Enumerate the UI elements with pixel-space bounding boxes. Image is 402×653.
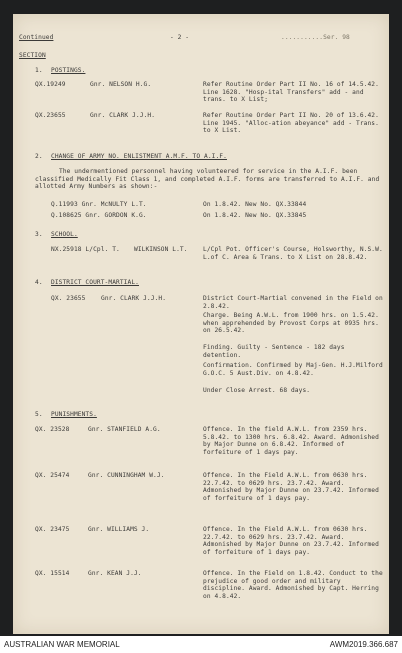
entry-name: Q.108625 Gnr. GORDON K.G. bbox=[51, 212, 147, 219]
section-1-title: POSTINGS. bbox=[51, 67, 86, 74]
section-heading: SECTION bbox=[19, 52, 46, 59]
entry-name: Gnr. CLARK J.J.H. bbox=[101, 295, 167, 302]
entry-name: Gnr. CUNNINGHAM W.J. bbox=[88, 472, 165, 479]
archive-footer bbox=[0, 639, 402, 653]
entry-army-number: QX. 23655 bbox=[51, 295, 86, 302]
section-5-title: PUNISHMENTS. bbox=[51, 411, 97, 418]
continued-label: Continued bbox=[19, 34, 54, 41]
entry-text: Offence. In the Field on 1.8.42. Conduct to the prejudice of good order and military discipline. Award. Admonished by Capt. Herring on 4.8.42. bbox=[203, 570, 383, 600]
entry-name: Gnr. NELSON H.G. bbox=[90, 81, 152, 88]
court-martial-confirmation: Confirmation. Confirmed by Maj-Gen. H.J.Milford G.O.C. 5 Aust.Div. on 4.8.42. bbox=[203, 362, 383, 377]
entry-army-number: QX. 23475 bbox=[35, 526, 70, 533]
section-3-number: 3. bbox=[35, 231, 43, 238]
entry-army-number: QX. 23528 bbox=[35, 426, 70, 433]
entry-text: On 1.8.42. New No. QX.33845 bbox=[203, 212, 307, 219]
court-martial-convened: District Court-Martial convened in the Field on 2.8.42. bbox=[203, 295, 383, 310]
court-martial-finding: Finding. Guilty - Sentence - 182 days detention. bbox=[203, 344, 345, 359]
entry-text: Offence. In the Field A.W.L. from 0630 hrs. 22.7.42. to 0629 hrs. 23.7.42. Award. Admonished by Major Dunne on 23.7.42. Informed of forfeiture of 1 days pay. bbox=[203, 472, 379, 502]
section-5-number: 5. bbox=[35, 411, 43, 418]
entry-name: Gnr. STANFIELD A.G. bbox=[88, 426, 161, 433]
section-4-number: 4. bbox=[35, 279, 43, 286]
section-2-text: The undermentioned personnel having volunteered for service in the A.I.F. been classified Medically Fit Class 1, and completed A.I.F. forms are transferred to A.I.F. and allotted Army Numbers as shown:- bbox=[35, 168, 380, 191]
entry-text: Refer Routine Order Part II No. 16 of 14.5.42. Line 1628. "Hosp-ital Transfers" add - and trans. to X List; bbox=[203, 81, 379, 104]
document-page bbox=[13, 14, 389, 634]
entry-text: L/Cpl Pot. Officer's Course, Holsworthy, N.S.W. L.of C. Area & Trans. to X List on 28.8.42. bbox=[203, 246, 383, 261]
entry-army-number: NX.25918 L/Cpl. T. bbox=[51, 246, 120, 253]
entry-name: Gnr. KEAN J.J. bbox=[88, 570, 142, 577]
entry-text: Offence. In the Field A.W.L. from 0630 hrs. 22.7.42. to 0629 hrs. 23.7.42. Award. Admonished by Major Dunne on 23.7.42. Informed of forfeiture of 1 days pay. bbox=[203, 526, 379, 556]
entry-army-number: QX. 25474 bbox=[35, 472, 70, 479]
court-martial-arrest: Under Close Arrest. 68 days. bbox=[203, 387, 311, 394]
order-reference: ...........Ser. 98 bbox=[281, 34, 350, 41]
court-martial-charge: Charge. Being A.W.L. from 1900 hrs. on 1.5.42. when apprehended by Provost Corps at 0935 hrs. on 26.5.42. bbox=[203, 312, 379, 335]
entry-text: Refer Routine Order Part II No. 20 of 13.6.42. Line 1945. "Alloc-ation abeyance" add - Trans. to X List. bbox=[203, 112, 379, 135]
entry-text: On 1.8.42. New No. QX.33844 bbox=[203, 201, 307, 208]
entry-army-number: QX.19249 bbox=[35, 81, 66, 88]
entry-army-number: QX.23655 bbox=[35, 112, 66, 119]
section-4-title: DISTRICT COURT-MARTIAL. bbox=[51, 279, 139, 286]
entry-name: Gnr. WILLIAMS J. bbox=[88, 526, 150, 533]
entry-name: Gnr. CLARK J.J.H. bbox=[90, 112, 156, 119]
archive-reference: AWM2019.366.687 bbox=[329, 640, 398, 649]
section-1-number: 1. bbox=[35, 67, 43, 74]
page-number: - 2 - bbox=[170, 34, 190, 41]
archive-name: AUSTRALIAN WAR MEMORIAL bbox=[4, 640, 120, 649]
section-2-number: 2. bbox=[35, 153, 43, 160]
entry-text: Offence. In the field A.W.L. from 2359 hrs. 5.8.42. to 1300 hrs. 6.8.42. Award. Admonished by Major Dunne on 6.8.42. Informed of forfeiture of 1 days pay. bbox=[203, 426, 379, 456]
entry-army-number: QX. 15514 bbox=[35, 570, 70, 577]
section-3-title: SCHOOL. bbox=[51, 231, 78, 238]
entry-name: Q.11993 Gnr. McNULTY L.T. bbox=[51, 201, 147, 208]
section-2-title: CHANGE OF ARMY NO. ENLISTMENT A.M.F. TO A.I.F. bbox=[51, 153, 227, 160]
entry-name: WILKINSON L.T. bbox=[134, 246, 188, 253]
